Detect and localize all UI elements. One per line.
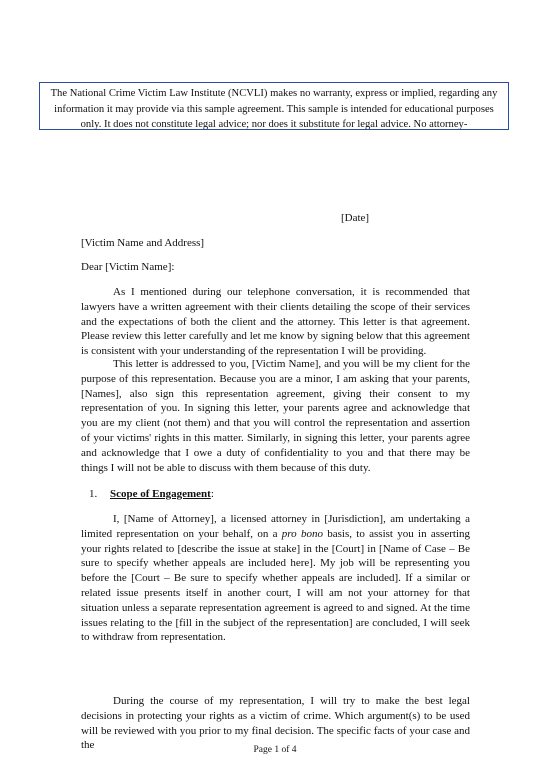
- paragraph-decisions: During the course of my representation, I will try to make the best legal decisions in protecting your rights as a victim of crime. Which argument(s) to be used will be reviewed with you prior to my final decision. The specific facts of your case and the: [81, 695, 470, 752]
- section-heading-scope: [89, 488, 214, 500]
- paragraph-intro: As I mentioned during our telephone conversation, it is recommended that lawyers have a written agreement with their clients detailing the scope of their services and the expectations of both the client and the attorney. This letter is that agreement. Please review this letter carefully and let me know by signing below that this agreement is consistent with your understanding of the representation I will be providing.: [81, 286, 470, 358]
- disclaimer-text: The National Crime Victim Law Institute (NCVLI) makes no warranty, express or implied, regarding any information it may provide via this sample agreement. This sample is intended for educational purposes only. It does not constitute legal advice; nor does it substitute for legal advice. No attorney-: [50, 88, 498, 130]
- paragraph-scope-part1: I, [Name of Attorney], a licensed attorney in [Jurisdiction], am undertaking a limited representation on your behalf, on a: [81, 513, 470, 540]
- recipient-address: [Victim Name and Address]: [81, 237, 205, 249]
- section-title-colon: :: [210, 488, 214, 500]
- section-number: 1.: [89, 488, 98, 500]
- paragraph-scope-italic: pro bono: [281, 527, 323, 540]
- page-number: Page 1 of 4: [253, 745, 297, 755]
- paragraph-client-minor: This letter is addressed to you, [Victim Name], and you will be my client for the purpose of this representation. Because you are a minor, I am asking that your parents, [Names], also sign this representation agreement, giving their consent to my representation of you. In signing this letter, your parents agree and acknowledge that you are my client (not them) and that you will control the representation and assertion of your victims' rights in this matter. Similarly, in signing this letter, your parents agree and acknowledge that I owe a duty of confidentiality to you and that there may be things I will not be able to discuss with them because of this duty.: [81, 358, 470, 474]
- paragraph-scope: [81, 512, 470, 645]
- section-title: Scope of Engagement: [110, 488, 211, 500]
- paragraph-scope-part2: basis, to assist you in asserting your rights related to [describe the issue at stake] in the [Court] in [Name of Case – Be sure to specify whether appeals are included here]. My job will be representing you before the [Court – Be sure to specify whether appeals are included]. If a similar or related issue presents itself in another court, I will am not your attorney for that situation unless a separate representation agreement is agreed to and signed. At the time issues relating to the [fill in the subject of the representation] are concluded, I will seek to withdraw from representation.: [81, 527, 470, 644]
- salutation: Dear [Victim Name]:: [81, 261, 175, 273]
- disclaimer-box: [39, 82, 509, 130]
- letter-date: [Date]: [341, 212, 370, 224]
